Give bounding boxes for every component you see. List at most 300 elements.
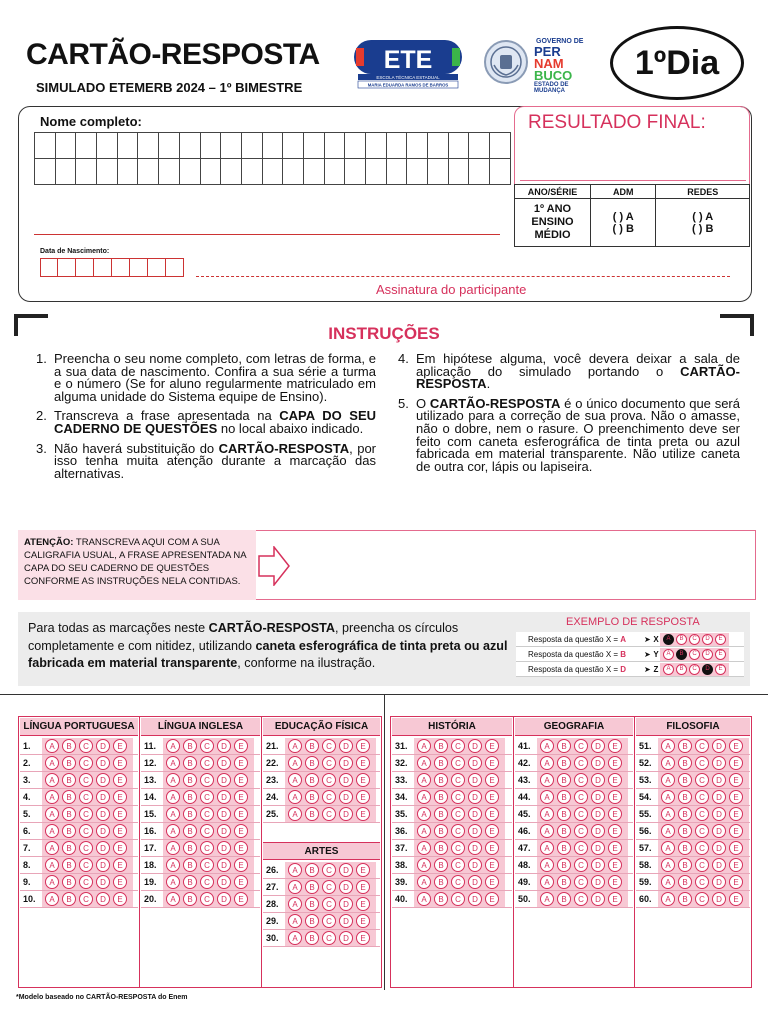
- answer-bubble[interactable]: B: [62, 841, 76, 855]
- answer-bubble[interactable]: B: [183, 790, 197, 804]
- name-letter-cell[interactable]: [76, 133, 97, 159]
- answer-bubble[interactable]: A: [288, 807, 302, 821]
- answer-bubble[interactable]: A: [540, 790, 554, 804]
- name-letter-cell[interactable]: [283, 133, 304, 159]
- name-letter-cell[interactable]: [76, 159, 97, 185]
- answer-bubble[interactable]: D: [591, 739, 605, 753]
- answer-bubble[interactable]: A: [661, 773, 675, 787]
- answer-bubble[interactable]: A: [417, 756, 431, 770]
- answer-bubble[interactable]: D: [217, 858, 231, 872]
- answer-bubble[interactable]: C: [451, 756, 465, 770]
- answer-bubble[interactable]: A: [166, 773, 180, 787]
- answer-bubble[interactable]: E: [356, 880, 370, 894]
- answer-bubble[interactable]: E: [113, 875, 127, 889]
- answer-bubble[interactable]: B: [434, 892, 448, 906]
- name-letter-cell[interactable]: [159, 133, 180, 159]
- name-letter-cell[interactable]: [118, 159, 139, 185]
- answer-bubble[interactable]: B: [557, 892, 571, 906]
- adm-option-a[interactable]: ( ) A: [612, 210, 634, 223]
- answer-bubble[interactable]: A: [288, 773, 302, 787]
- answer-bubble[interactable]: B: [678, 756, 692, 770]
- name-letter-cell[interactable]: [159, 159, 180, 185]
- answer-bubble[interactable]: A: [45, 756, 59, 770]
- birth-digit-box[interactable]: [130, 258, 148, 277]
- answer-bubble[interactable]: C: [451, 858, 465, 872]
- answer-bubble[interactable]: B: [678, 841, 692, 855]
- answer-bubble[interactable]: C: [200, 892, 214, 906]
- answer-bubble[interactable]: A: [540, 824, 554, 838]
- answer-bubble[interactable]: E: [356, 897, 370, 911]
- answer-bubble[interactable]: A: [288, 914, 302, 928]
- answer-bubble[interactable]: B: [183, 756, 197, 770]
- answer-bubble[interactable]: D: [217, 892, 231, 906]
- name-letter-cell[interactable]: [263, 133, 284, 159]
- answer-bubble[interactable]: B: [434, 824, 448, 838]
- redes-option-a[interactable]: ( ) A: [692, 210, 714, 223]
- answer-bubble[interactable]: D: [339, 931, 353, 945]
- answer-bubble[interactable]: A: [417, 773, 431, 787]
- answer-bubble[interactable]: D: [712, 739, 726, 753]
- answer-bubble[interactable]: B: [62, 739, 76, 753]
- answer-bubble[interactable]: A: [45, 739, 59, 753]
- answer-bubble[interactable]: B: [678, 773, 692, 787]
- answer-bubble[interactable]: C: [200, 807, 214, 821]
- answer-bubble[interactable]: D: [591, 807, 605, 821]
- answer-bubble[interactable]: B: [557, 773, 571, 787]
- answer-bubble[interactable]: D: [591, 875, 605, 889]
- answer-bubble[interactable]: D: [591, 773, 605, 787]
- answer-bubble[interactable]: E: [356, 739, 370, 753]
- answer-bubble[interactable]: E: [234, 824, 248, 838]
- name-letter-cell[interactable]: [490, 159, 511, 185]
- answer-bubble[interactable]: B: [183, 807, 197, 821]
- answer-bubble[interactable]: B: [434, 773, 448, 787]
- answer-bubble[interactable]: D: [339, 807, 353, 821]
- answer-bubble[interactable]: B: [678, 807, 692, 821]
- name-letter-cell[interactable]: [35, 133, 56, 159]
- answer-bubble[interactable]: A: [45, 875, 59, 889]
- answer-bubble[interactable]: C: [451, 773, 465, 787]
- answer-bubble[interactable]: C: [695, 841, 709, 855]
- answer-bubble[interactable]: E: [729, 756, 743, 770]
- answer-bubble[interactable]: B: [183, 773, 197, 787]
- answer-bubble[interactable]: D: [591, 841, 605, 855]
- answer-bubble[interactable]: D: [339, 773, 353, 787]
- answer-bubble[interactable]: D: [712, 790, 726, 804]
- answer-bubble[interactable]: A: [166, 858, 180, 872]
- answer-bubble[interactable]: B: [62, 790, 76, 804]
- answer-bubble[interactable]: E: [485, 790, 499, 804]
- name-letter-cell[interactable]: [201, 159, 222, 185]
- answer-bubble[interactable]: D: [339, 739, 353, 753]
- answer-bubble[interactable]: C: [200, 773, 214, 787]
- answer-bubble[interactable]: E: [356, 807, 370, 821]
- answer-bubble[interactable]: A: [166, 739, 180, 753]
- answer-bubble[interactable]: B: [183, 841, 197, 855]
- name-letter-cell[interactable]: [304, 159, 325, 185]
- answer-bubble[interactable]: E: [234, 875, 248, 889]
- name-letter-cell[interactable]: [428, 159, 449, 185]
- name-letter-cell[interactable]: [201, 133, 222, 159]
- birth-digit-box[interactable]: [40, 258, 58, 277]
- answer-bubble[interactable]: E: [113, 756, 127, 770]
- name-letter-cell[interactable]: [469, 133, 490, 159]
- answer-bubble[interactable]: E: [608, 790, 622, 804]
- name-letter-cell[interactable]: [221, 133, 242, 159]
- answer-bubble[interactable]: C: [322, 773, 336, 787]
- answer-bubble[interactable]: B: [434, 875, 448, 889]
- answer-bubble[interactable]: D: [96, 773, 110, 787]
- answer-bubble[interactable]: B: [305, 914, 319, 928]
- answer-bubble[interactable]: D: [468, 807, 482, 821]
- answer-bubble[interactable]: D: [217, 756, 231, 770]
- birth-digit-box[interactable]: [58, 258, 76, 277]
- answer-bubble[interactable]: E: [729, 739, 743, 753]
- answer-bubble[interactable]: B: [557, 875, 571, 889]
- answer-bubble[interactable]: D: [217, 790, 231, 804]
- answer-bubble[interactable]: B: [557, 807, 571, 821]
- answer-bubble[interactable]: D: [712, 892, 726, 906]
- answer-bubble[interactable]: D: [339, 914, 353, 928]
- answer-bubble[interactable]: B: [305, 880, 319, 894]
- answer-bubble[interactable]: D: [96, 858, 110, 872]
- answer-bubble[interactable]: B: [434, 756, 448, 770]
- answer-bubble[interactable]: A: [540, 892, 554, 906]
- name-letter-cell[interactable]: [283, 159, 304, 185]
- answer-bubble[interactable]: B: [62, 858, 76, 872]
- answer-bubble[interactable]: A: [661, 858, 675, 872]
- answer-bubble[interactable]: E: [729, 892, 743, 906]
- answer-bubble[interactable]: E: [729, 824, 743, 838]
- answer-bubble[interactable]: E: [608, 824, 622, 838]
- answer-bubble[interactable]: E: [729, 790, 743, 804]
- answer-bubble[interactable]: B: [62, 773, 76, 787]
- answer-bubble[interactable]: A: [417, 858, 431, 872]
- answer-bubble[interactable]: B: [62, 756, 76, 770]
- answer-bubble[interactable]: A: [166, 807, 180, 821]
- answer-bubble[interactable]: E: [356, 863, 370, 877]
- answer-bubble[interactable]: C: [79, 824, 93, 838]
- answer-bubble[interactable]: C: [695, 739, 709, 753]
- answer-bubble[interactable]: D: [217, 841, 231, 855]
- answer-bubble[interactable]: E: [356, 773, 370, 787]
- answer-bubble[interactable]: D: [468, 773, 482, 787]
- answer-bubble[interactable]: D: [712, 824, 726, 838]
- answer-bubble[interactable]: A: [45, 807, 59, 821]
- answer-bubble[interactable]: D: [468, 858, 482, 872]
- answer-bubble[interactable]: E: [234, 756, 248, 770]
- answer-bubble[interactable]: A: [288, 863, 302, 877]
- answer-bubble[interactable]: E: [608, 756, 622, 770]
- adm-option-b[interactable]: ( ) B: [612, 222, 634, 235]
- answer-bubble[interactable]: B: [305, 756, 319, 770]
- answer-bubble[interactable]: C: [451, 790, 465, 804]
- answer-bubble[interactable]: D: [468, 756, 482, 770]
- answer-bubble[interactable]: C: [79, 807, 93, 821]
- answer-bubble[interactable]: A: [288, 897, 302, 911]
- answer-bubble[interactable]: A: [661, 841, 675, 855]
- name-letter-cell[interactable]: [449, 133, 470, 159]
- answer-bubble[interactable]: A: [45, 773, 59, 787]
- answer-bubble[interactable]: A: [417, 807, 431, 821]
- answer-bubble[interactable]: E: [485, 892, 499, 906]
- answer-bubble[interactable]: A: [417, 892, 431, 906]
- adm-cell[interactable]: [591, 199, 656, 247]
- answer-bubble[interactable]: C: [574, 824, 588, 838]
- answer-bubble[interactable]: A: [288, 931, 302, 945]
- answer-bubble[interactable]: D: [712, 756, 726, 770]
- answer-bubble[interactable]: A: [45, 892, 59, 906]
- answer-bubble[interactable]: C: [695, 892, 709, 906]
- answer-bubble[interactable]: C: [200, 790, 214, 804]
- name-letter-cell[interactable]: [490, 133, 511, 159]
- answer-bubble[interactable]: E: [485, 858, 499, 872]
- answer-bubble[interactable]: B: [678, 892, 692, 906]
- answer-bubble[interactable]: D: [591, 858, 605, 872]
- answer-bubble[interactable]: E: [608, 841, 622, 855]
- name-letter-cell[interactable]: [428, 133, 449, 159]
- answer-bubble[interactable]: B: [183, 892, 197, 906]
- answer-bubble[interactable]: A: [166, 824, 180, 838]
- answer-bubble[interactable]: A: [540, 875, 554, 889]
- answer-bubble[interactable]: C: [574, 858, 588, 872]
- answer-bubble[interactable]: A: [417, 875, 431, 889]
- answer-bubble[interactable]: E: [608, 892, 622, 906]
- answer-bubble[interactable]: C: [574, 790, 588, 804]
- answer-bubble[interactable]: C: [79, 790, 93, 804]
- name-letter-cell[interactable]: [407, 159, 428, 185]
- answer-bubble[interactable]: D: [712, 875, 726, 889]
- answer-bubble[interactable]: D: [468, 824, 482, 838]
- answer-bubble[interactable]: E: [485, 807, 499, 821]
- answer-bubble[interactable]: B: [305, 807, 319, 821]
- answer-bubble[interactable]: A: [45, 858, 59, 872]
- answer-bubble[interactable]: A: [288, 756, 302, 770]
- answer-bubble[interactable]: D: [468, 739, 482, 753]
- answer-bubble[interactable]: C: [200, 739, 214, 753]
- answer-bubble[interactable]: A: [417, 841, 431, 855]
- answer-bubble[interactable]: D: [96, 756, 110, 770]
- answer-bubble[interactable]: A: [45, 841, 59, 855]
- answer-bubble[interactable]: A: [166, 756, 180, 770]
- answer-bubble[interactable]: C: [451, 824, 465, 838]
- answer-bubble[interactable]: A: [661, 739, 675, 753]
- answer-bubble[interactable]: C: [574, 756, 588, 770]
- name-letter-cell[interactable]: [56, 159, 77, 185]
- answer-bubble[interactable]: D: [712, 858, 726, 872]
- answer-bubble[interactable]: C: [322, 756, 336, 770]
- answer-bubble[interactable]: D: [339, 897, 353, 911]
- answer-bubble[interactable]: A: [417, 824, 431, 838]
- birth-digit-box[interactable]: [112, 258, 130, 277]
- answer-bubble[interactable]: E: [113, 790, 127, 804]
- answer-bubble[interactable]: B: [434, 790, 448, 804]
- birth-date-boxes[interactable]: [40, 258, 184, 277]
- name-letter-cell[interactable]: [242, 159, 263, 185]
- answer-bubble[interactable]: B: [305, 773, 319, 787]
- answer-bubble[interactable]: B: [557, 790, 571, 804]
- answer-bubble[interactable]: E: [234, 790, 248, 804]
- answer-bubble[interactable]: B: [557, 858, 571, 872]
- answer-bubble[interactable]: C: [79, 739, 93, 753]
- answer-bubble[interactable]: B: [183, 739, 197, 753]
- answer-bubble[interactable]: C: [695, 858, 709, 872]
- answer-bubble[interactable]: B: [62, 892, 76, 906]
- answer-bubble[interactable]: C: [200, 858, 214, 872]
- birth-digit-box[interactable]: [148, 258, 166, 277]
- answer-bubble[interactable]: B: [557, 841, 571, 855]
- answer-bubble[interactable]: A: [661, 790, 675, 804]
- answer-bubble[interactable]: B: [557, 756, 571, 770]
- answer-bubble[interactable]: A: [661, 807, 675, 821]
- answer-bubble[interactable]: C: [695, 790, 709, 804]
- answer-bubble[interactable]: E: [485, 841, 499, 855]
- name-letter-grid[interactable]: [34, 132, 511, 185]
- answer-bubble[interactable]: E: [729, 875, 743, 889]
- answer-bubble[interactable]: E: [234, 858, 248, 872]
- answer-bubble[interactable]: C: [79, 875, 93, 889]
- answer-bubble[interactable]: D: [468, 841, 482, 855]
- answer-bubble[interactable]: C: [451, 739, 465, 753]
- answer-bubble[interactable]: A: [540, 773, 554, 787]
- answer-bubble[interactable]: D: [217, 773, 231, 787]
- answer-bubble[interactable]: E: [608, 858, 622, 872]
- answer-bubble[interactable]: D: [96, 841, 110, 855]
- name-letter-cell[interactable]: [242, 133, 263, 159]
- answer-bubble[interactable]: C: [322, 790, 336, 804]
- name-letter-cell[interactable]: [304, 133, 325, 159]
- redes-cell[interactable]: [656, 199, 750, 247]
- name-letter-cell[interactable]: [35, 159, 56, 185]
- answer-bubble[interactable]: C: [695, 773, 709, 787]
- answer-bubble[interactable]: D: [217, 739, 231, 753]
- answer-bubble[interactable]: C: [695, 875, 709, 889]
- name-letter-cell[interactable]: [345, 133, 366, 159]
- answer-bubble[interactable]: D: [339, 790, 353, 804]
- answer-bubble[interactable]: E: [608, 875, 622, 889]
- name-letter-cell[interactable]: [138, 159, 159, 185]
- answer-bubble[interactable]: A: [417, 790, 431, 804]
- answer-bubble[interactable]: C: [695, 807, 709, 821]
- answer-bubble[interactable]: C: [322, 863, 336, 877]
- answer-bubble[interactable]: B: [305, 931, 319, 945]
- answer-bubble[interactable]: C: [79, 773, 93, 787]
- answer-bubble[interactable]: E: [485, 773, 499, 787]
- answer-bubble[interactable]: A: [661, 875, 675, 889]
- answer-bubble[interactable]: D: [96, 790, 110, 804]
- name-letter-cell[interactable]: [366, 133, 387, 159]
- answer-bubble[interactable]: E: [608, 773, 622, 787]
- answer-bubble[interactable]: A: [540, 858, 554, 872]
- answer-bubble[interactable]: C: [322, 807, 336, 821]
- answer-bubble[interactable]: E: [485, 824, 499, 838]
- answer-bubble[interactable]: C: [451, 841, 465, 855]
- answer-bubble[interactable]: B: [62, 875, 76, 889]
- answer-bubble[interactable]: D: [591, 824, 605, 838]
- answer-bubble[interactable]: C: [695, 756, 709, 770]
- answer-bubble[interactable]: C: [695, 824, 709, 838]
- name-letter-cell[interactable]: [118, 133, 139, 159]
- answer-bubble[interactable]: B: [305, 790, 319, 804]
- answer-bubble[interactable]: D: [712, 773, 726, 787]
- answer-bubble[interactable]: A: [540, 756, 554, 770]
- answer-bubble[interactable]: D: [591, 790, 605, 804]
- answer-bubble[interactable]: E: [485, 756, 499, 770]
- name-letter-cell[interactable]: [180, 159, 201, 185]
- name-letter-cell[interactable]: [469, 159, 490, 185]
- signature-line[interactable]: [196, 276, 730, 277]
- answer-bubble[interactable]: C: [451, 892, 465, 906]
- name-letter-cell[interactable]: [449, 159, 470, 185]
- answer-bubble[interactable]: E: [234, 739, 248, 753]
- answer-bubble[interactable]: A: [540, 841, 554, 855]
- answer-bubble[interactable]: E: [234, 807, 248, 821]
- answer-bubble[interactable]: D: [712, 841, 726, 855]
- answer-bubble[interactable]: B: [434, 858, 448, 872]
- answer-bubble[interactable]: D: [96, 807, 110, 821]
- answer-bubble[interactable]: E: [113, 773, 127, 787]
- answer-bubble[interactable]: D: [96, 892, 110, 906]
- answer-bubble[interactable]: A: [661, 892, 675, 906]
- answer-bubble[interactable]: A: [288, 739, 302, 753]
- name-letter-cell[interactable]: [97, 159, 118, 185]
- answer-bubble[interactable]: C: [451, 875, 465, 889]
- answer-bubble[interactable]: C: [574, 807, 588, 821]
- answer-bubble[interactable]: C: [200, 875, 214, 889]
- answer-bubble[interactable]: B: [557, 739, 571, 753]
- answer-bubble[interactable]: B: [305, 739, 319, 753]
- answer-bubble[interactable]: E: [608, 739, 622, 753]
- answer-bubble[interactable]: E: [113, 739, 127, 753]
- answer-bubble[interactable]: E: [234, 841, 248, 855]
- answer-bubble[interactable]: B: [434, 807, 448, 821]
- answer-bubble[interactable]: B: [183, 875, 197, 889]
- name-letter-cell[interactable]: [325, 133, 346, 159]
- answer-bubble[interactable]: B: [678, 790, 692, 804]
- answer-bubble[interactable]: C: [322, 880, 336, 894]
- answer-bubble[interactable]: E: [113, 841, 127, 855]
- answer-bubble[interactable]: B: [183, 824, 197, 838]
- answer-bubble[interactable]: E: [729, 858, 743, 872]
- answer-bubble[interactable]: C: [574, 841, 588, 855]
- answer-bubble[interactable]: D: [339, 863, 353, 877]
- answer-bubble[interactable]: B: [62, 807, 76, 821]
- answer-bubble[interactable]: A: [166, 790, 180, 804]
- answer-bubble[interactable]: E: [113, 807, 127, 821]
- answer-bubble[interactable]: E: [729, 773, 743, 787]
- birth-digit-box[interactable]: [76, 258, 94, 277]
- answer-bubble[interactable]: E: [729, 841, 743, 855]
- name-letter-cell[interactable]: [138, 133, 159, 159]
- answer-bubble[interactable]: E: [234, 773, 248, 787]
- answer-bubble[interactable]: D: [96, 824, 110, 838]
- answer-bubble[interactable]: E: [485, 739, 499, 753]
- name-letter-cell[interactable]: [221, 159, 242, 185]
- answer-bubble[interactable]: D: [96, 739, 110, 753]
- answer-bubble[interactable]: A: [417, 739, 431, 753]
- answer-bubble[interactable]: B: [434, 841, 448, 855]
- answer-bubble[interactable]: D: [339, 880, 353, 894]
- answer-bubble[interactable]: D: [712, 807, 726, 821]
- answer-bubble[interactable]: A: [661, 824, 675, 838]
- answer-bubble[interactable]: B: [183, 858, 197, 872]
- answer-bubble[interactable]: A: [288, 790, 302, 804]
- answer-bubble[interactable]: E: [356, 756, 370, 770]
- answer-bubble[interactable]: D: [468, 875, 482, 889]
- answer-bubble[interactable]: C: [574, 892, 588, 906]
- answer-bubble[interactable]: A: [540, 739, 554, 753]
- answer-bubble[interactable]: C: [79, 756, 93, 770]
